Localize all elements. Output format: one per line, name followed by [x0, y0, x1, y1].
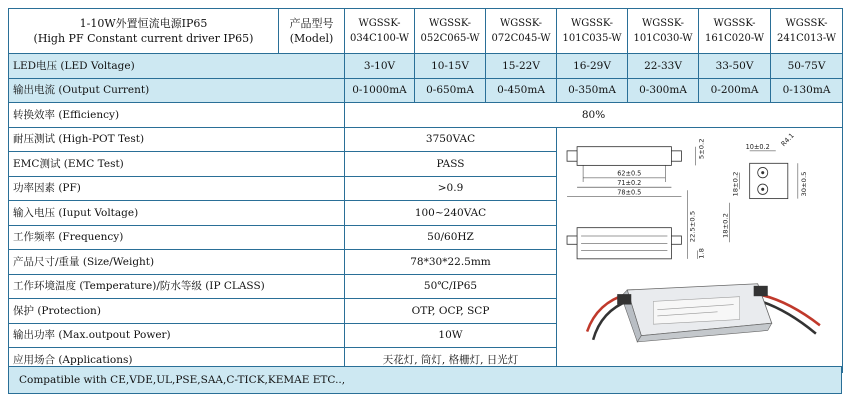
- dim-78: 78±0.5: [617, 187, 642, 196]
- row-label: 功率因素 (PF): [9, 176, 345, 201]
- model-header: [279, 9, 345, 54]
- value-cell: 0-450mA: [486, 78, 557, 103]
- value-cell: PASS: [345, 152, 557, 177]
- compatibility-footer: Compatible with CE,VDE,UL,PSE,SAA,C-TICK,KEMAE ETC..,: [8, 366, 842, 394]
- product-title: [9, 9, 279, 54]
- value-cell: 0-300mA: [628, 78, 699, 103]
- model-code: 034C100-W: [350, 33, 409, 44]
- row-label: 耐压测试 (High-POT Test): [9, 127, 345, 152]
- model-code: 241C013-W: [777, 33, 836, 44]
- dim-62: 62±0.5: [617, 169, 642, 178]
- model-cell: [628, 9, 699, 54]
- product-illustrations: [557, 127, 843, 372]
- value-cell: 15-22V: [486, 54, 557, 79]
- dim-22: 22.5±0.5: [688, 210, 697, 242]
- value-cell: 0-1000mA: [345, 78, 415, 103]
- spec-sheet: [8, 8, 842, 394]
- model-cell: [771, 9, 843, 54]
- row-label: 输出功率 (Max.outpout Power): [9, 323, 345, 348]
- spec-table: [8, 8, 843, 373]
- model-code: 101C030-W: [633, 33, 693, 44]
- value-cell: OTP, OCP, SCP: [345, 299, 557, 324]
- value-cell: 50-75V: [771, 54, 843, 79]
- value-cell: 0-650mA: [415, 78, 486, 103]
- model-code: 161C020-W: [705, 33, 764, 44]
- model-prefix: WGSSK-: [429, 18, 471, 29]
- dim-10: 10±0.2: [745, 142, 770, 151]
- model-cell: [699, 9, 771, 54]
- row-label: 保护 (Protection): [9, 299, 345, 324]
- model-cell: [415, 9, 486, 54]
- value-cell: 50℃/IP65: [345, 274, 557, 299]
- value-cell: 天花灯, 筒灯, 格栅灯, 日光灯: [345, 348, 557, 373]
- value-cell: 80%: [345, 103, 843, 128]
- header-row: [9, 9, 843, 54]
- row-label: 应用场合 (Applications): [9, 348, 345, 373]
- dimension-drawing: [557, 128, 842, 372]
- driver-product-photo: [587, 283, 820, 341]
- value-cell: 0-350mA: [557, 78, 628, 103]
- value-cell: 50/60HZ: [345, 225, 557, 250]
- title-cn: 1-10W外置恒流电源IP65: [79, 17, 208, 30]
- dim-30: 30±0.5: [799, 171, 808, 197]
- dim-r: R4.1: [779, 130, 796, 148]
- value-cell: 33-50V: [699, 54, 771, 79]
- dim-18: 18±0.2: [731, 171, 740, 197]
- model-header-cn: 产品型号: [289, 17, 334, 30]
- row-label: EMC测试 (EMC Test): [9, 152, 345, 177]
- row-label: 输出电流 (Output Current): [9, 78, 345, 103]
- model-prefix: WGSSK-: [713, 18, 756, 29]
- model-prefix: WGSSK-: [642, 18, 684, 29]
- model-code: 072C045-W: [491, 33, 551, 44]
- value-cell: 3750VAC: [345, 127, 557, 152]
- dim-5: 5±0.2: [697, 137, 706, 159]
- model-cell: [486, 9, 557, 54]
- model-prefix: WGSSK-: [358, 18, 401, 29]
- row-label: 工作频率 (Frequency): [9, 225, 345, 250]
- row-label: 工作环境温度 (Temperature)/防水等级 (IP CLASS): [9, 274, 345, 299]
- value-cell: >0.9: [345, 176, 557, 201]
- row-label: LED电压 (LED Voltage): [9, 54, 345, 79]
- model-cell: [557, 9, 628, 54]
- model-cell: [345, 9, 415, 54]
- model-header-en: (Model): [289, 32, 334, 45]
- value-cell: 10W: [345, 323, 557, 348]
- row-label: 产品尺寸/重量 (Size/Weight): [9, 250, 345, 275]
- row-label: 转换效率 (Efficiency): [9, 103, 345, 128]
- output-current-row: [9, 78, 843, 103]
- model-prefix: WGSSK-: [571, 18, 613, 29]
- efficiency-row: [9, 103, 843, 128]
- value-cell: 16-29V: [557, 54, 628, 79]
- value-cell: 10-15V: [415, 54, 486, 79]
- row-label: 输入电压 (Iuput Voltage): [9, 201, 345, 226]
- value-cell: 3-10V: [345, 54, 415, 79]
- dim-1-8: 1.8: [697, 247, 706, 259]
- hipot-row: [9, 127, 843, 152]
- led-voltage-row: [9, 54, 843, 79]
- value-cell: 78*30*22.5mm: [345, 250, 557, 275]
- model-code: 101C035-W: [562, 33, 622, 44]
- model-code: 052C065-W: [420, 33, 480, 44]
- value-cell: 22-33V: [628, 54, 699, 79]
- model-prefix: WGSSK-: [500, 18, 542, 29]
- value-cell: 100~240VAC: [345, 201, 557, 226]
- dim-71: 71±0.2: [617, 178, 642, 187]
- dim-18b: 18±0.2: [721, 212, 730, 238]
- value-cell: 0-130mA: [771, 78, 843, 103]
- model-prefix: WGSSK-: [785, 18, 828, 29]
- value-cell: 0-200mA: [699, 78, 771, 103]
- title-en: (High PF Constant current driver IP65): [33, 32, 254, 45]
